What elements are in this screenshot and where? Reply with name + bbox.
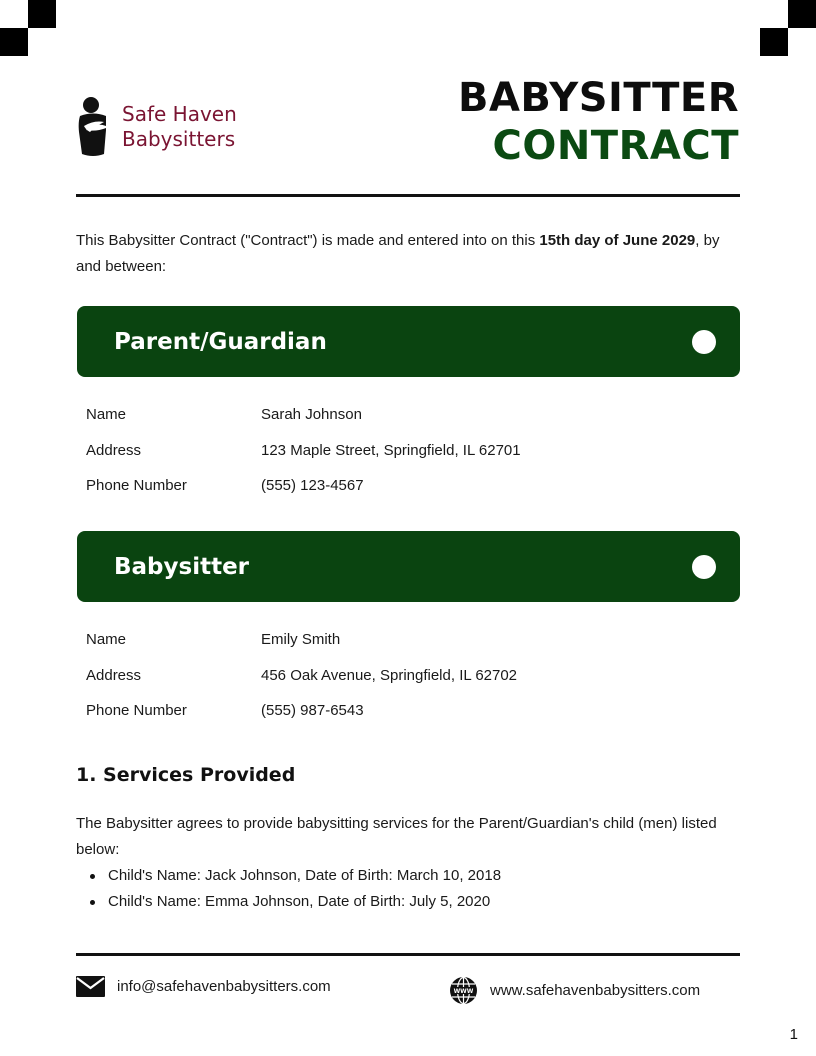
circle-icon <box>692 330 716 354</box>
mother-child-icon <box>76 96 110 158</box>
field-label: Phone Number <box>86 477 187 495</box>
website-link[interactable]: www.safehavenbabysitters.com <box>490 982 701 999</box>
circle-icon <box>692 555 716 579</box>
services-section <box>76 811 740 915</box>
table-row <box>86 397 726 433</box>
field-label: Phone Number <box>86 702 187 720</box>
table-row <box>86 468 726 504</box>
services-body: The Babysitter agrees to provide babysitting services for the Parent/Guardian's child (men) listed below: <box>76 815 717 858</box>
field-label: Name <box>86 406 127 424</box>
corner-decoration <box>0 28 28 56</box>
table-row <box>86 622 726 658</box>
brand-name-line2: Babysitters <box>122 127 236 151</box>
envelope-icon <box>76 976 105 997</box>
page-number: 1 <box>789 1026 798 1043</box>
table-row <box>86 658 726 694</box>
field-label: Name <box>86 631 127 649</box>
field-value: 456 Oak Avenue, Springfield, IL 62702 <box>261 666 518 684</box>
section-header-babysitter <box>77 531 740 602</box>
document-title <box>458 74 739 170</box>
footer-website[interactable] <box>449 976 700 1005</box>
section-header-parent <box>77 306 740 377</box>
brand-logo <box>76 96 237 158</box>
list-item: Child's Name: Jack Johnson, Date of Birth: March 10, 2018 <box>76 863 740 889</box>
field-value: 123 Maple Street, Springfield, IL 62701 <box>261 441 521 459</box>
intro-prefix: This Babysitter Contract ("Contract") is made and entered into on this <box>76 232 540 249</box>
title-line1: BABYSITTER <box>457 75 739 121</box>
list-item: Child's Name: Emma Johnson, Date of Birth: July 5, 2020 <box>76 889 740 915</box>
services-heading: 1. Services Provided <box>76 764 296 786</box>
field-value: (555) 987-6543 <box>261 702 364 720</box>
field-value: Sarah Johnson <box>261 406 362 424</box>
title-line2: CONTRACT <box>492 123 739 169</box>
field-label: Address <box>86 441 142 459</box>
intro-paragraph <box>76 228 740 280</box>
divider <box>76 194 740 197</box>
footer-email[interactable] <box>76 976 331 997</box>
table-row <box>86 693 726 729</box>
divider <box>76 953 740 956</box>
field-value: (555) 123-4567 <box>261 477 364 495</box>
intro-suffix: , by and between: <box>76 232 720 275</box>
parent-info-table <box>86 397 726 504</box>
section-heading: Parent/Guardian <box>114 328 327 355</box>
brand-name <box>122 102 237 152</box>
brand-name-line1: Safe Haven <box>122 102 237 126</box>
field-label: Address <box>86 666 142 684</box>
section-heading: Babysitter <box>114 553 250 580</box>
globe-icon <box>449 976 478 1005</box>
field-value: Emily Smith <box>261 631 341 649</box>
table-row <box>86 433 726 469</box>
corner-decoration <box>760 28 788 56</box>
email-link[interactable]: info@safehavenbabysitters.com <box>117 978 331 995</box>
children-list <box>76 863 740 915</box>
svg-text:WWW: WWW <box>453 988 474 995</box>
corner-decoration <box>28 0 56 28</box>
corner-decoration <box>788 0 816 28</box>
babysitter-info-table <box>86 622 726 729</box>
contract-date: 15th day of June 2029 <box>539 232 696 249</box>
